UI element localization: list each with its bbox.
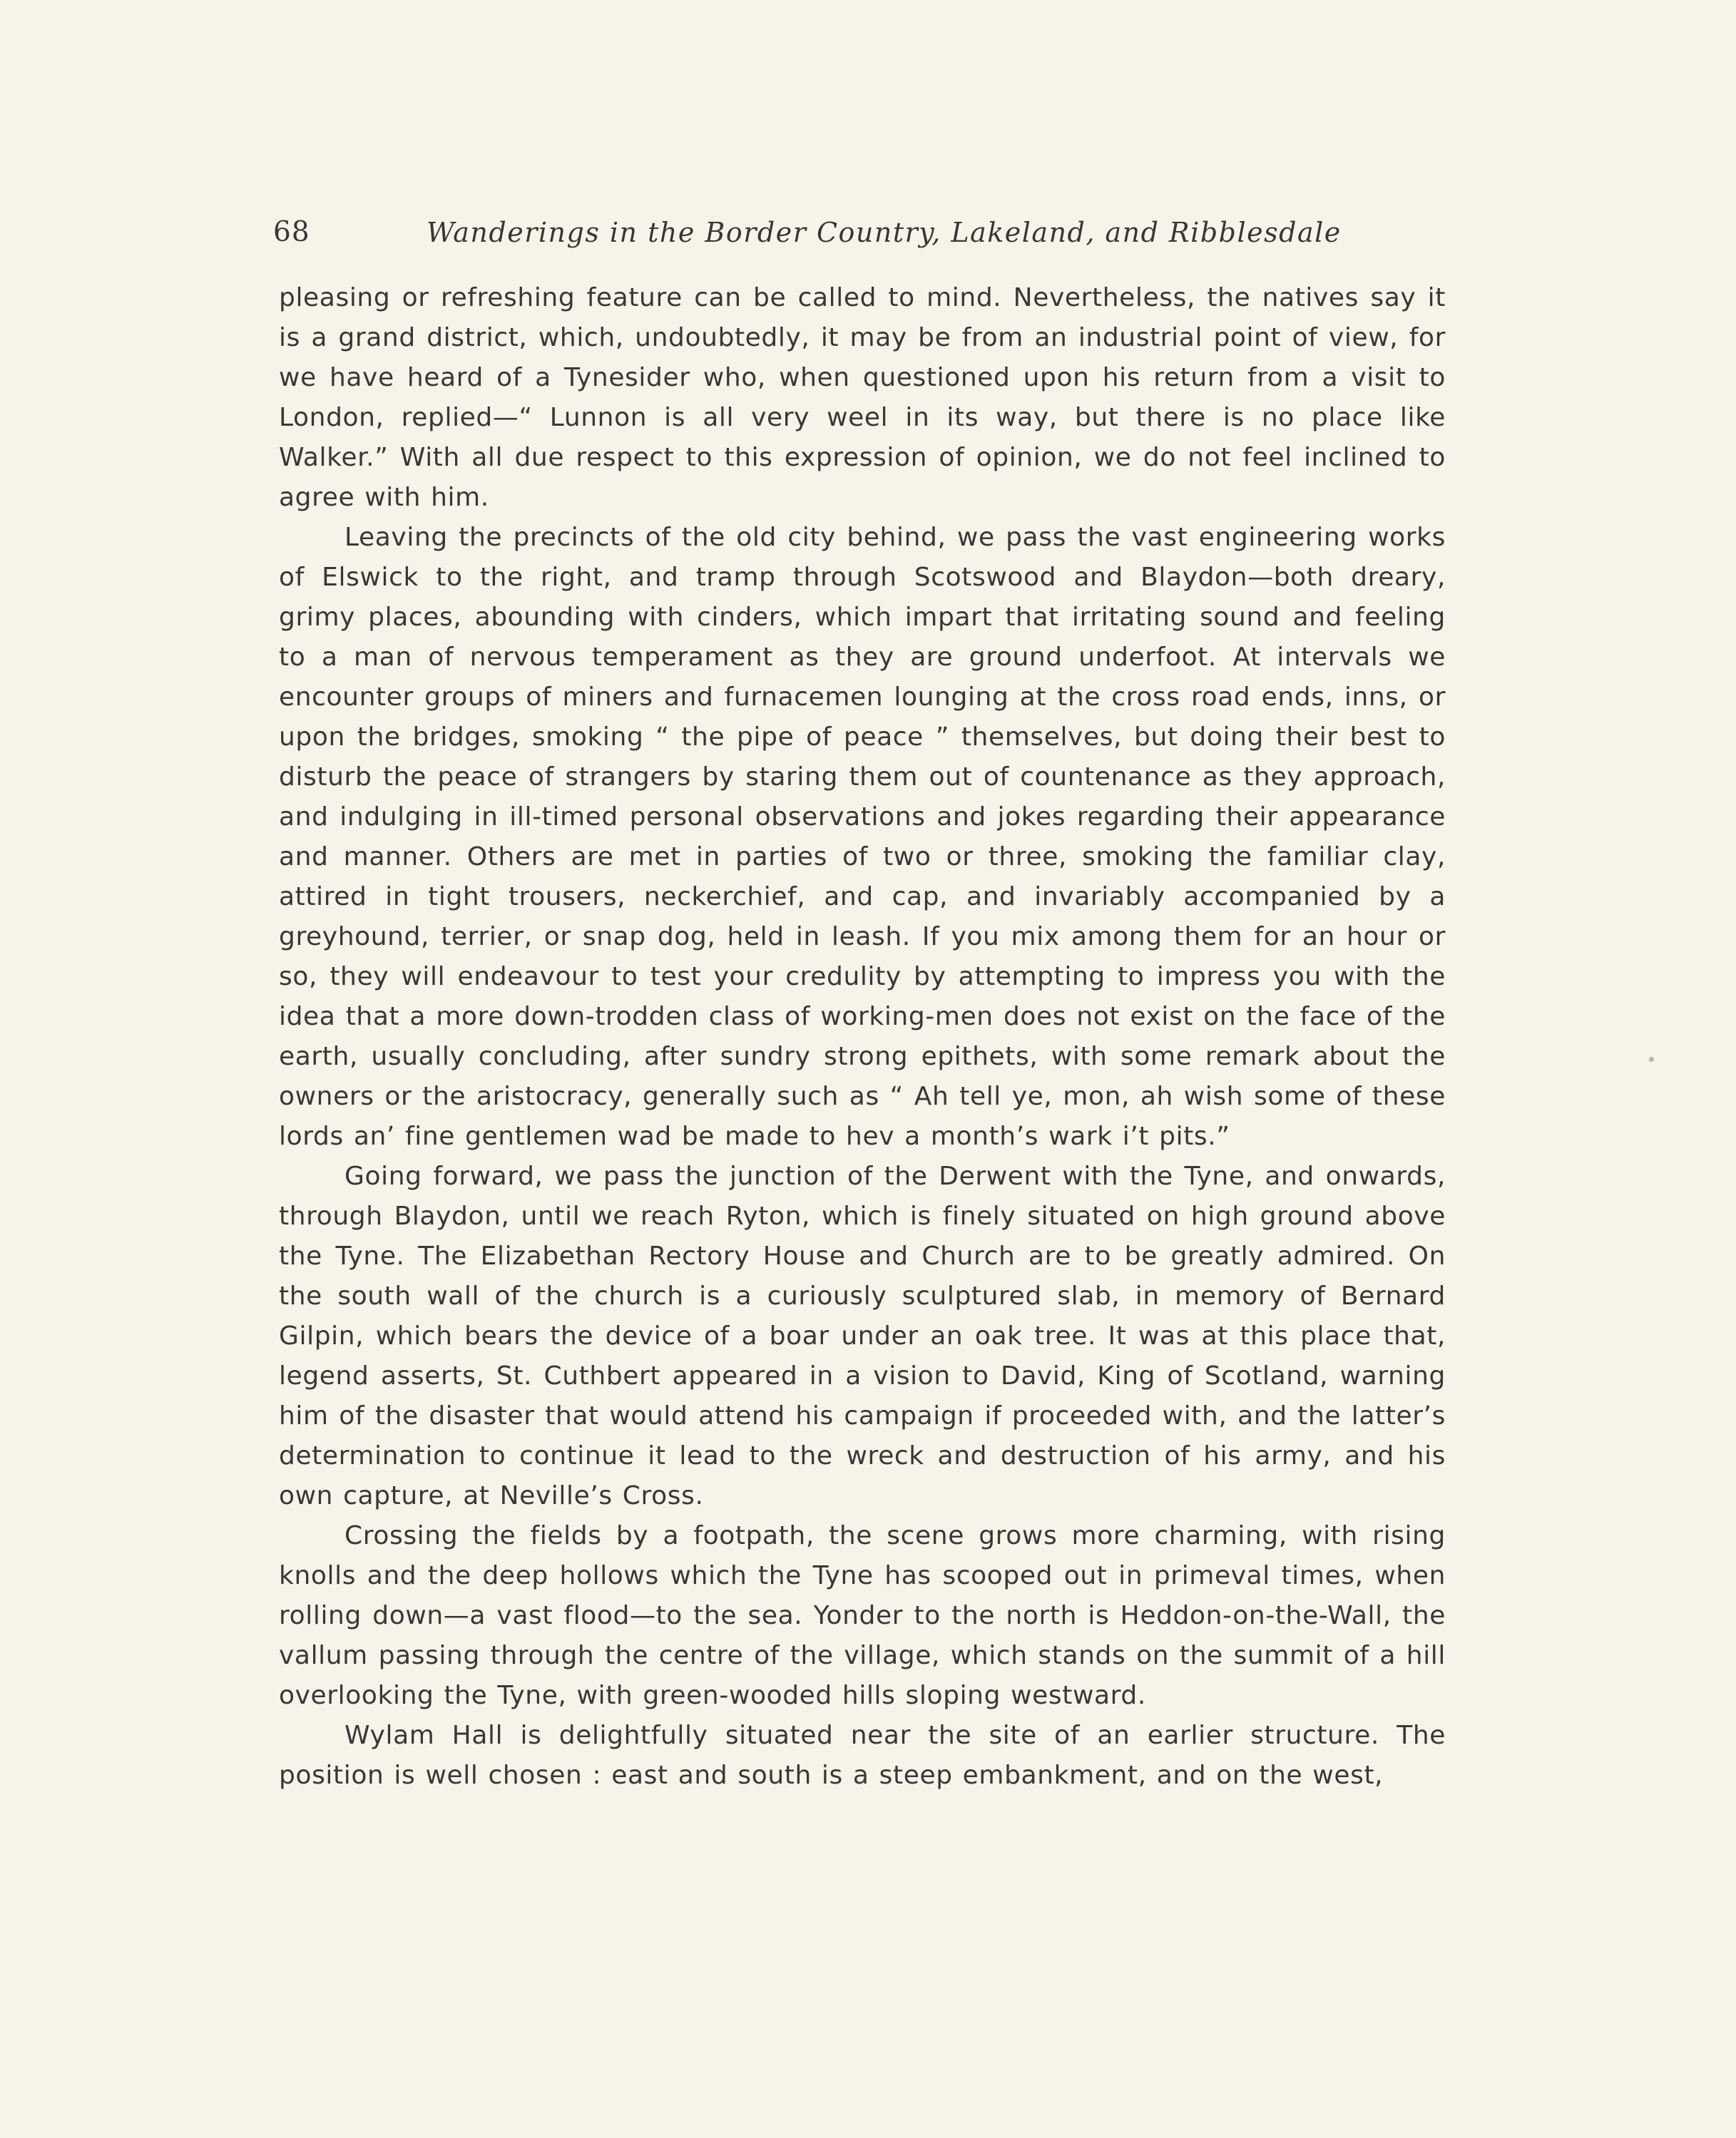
paper-speck <box>1649 1057 1654 1062</box>
paragraph-wylam-hall: Wylam Hall is delightfully situated near the site of an earlier structure. The position is well chosen : east and south is a steep embankment, and on the west, <box>279 1721 1446 1790</box>
running-head <box>273 211 1446 254</box>
body-text <box>279 278 1446 1796</box>
paragraph-heddon: Crossing the fields by a footpath, the scene grows more charming, with rising knolls and the deep hollows which the Tyne has scooped out in primeval times, when rolling down—a vast flood—to the sea. Yonder to the north is Heddon-on-the-Wall, the vallum passing through the centre of the village, which stands on the summit of a hill overlooking the Tyne, with green-wooded hills sloping westward. <box>279 1521 1446 1710</box>
running-title: Wanderings in the Border Country, Lakeland, and Ribblesdale <box>427 217 1342 248</box>
page-number: 68 <box>273 216 310 248</box>
paragraph-continued: pleasing or refreshing feature can be called to mind. Nevertheless, the natives say it is a grand district, which, undoubtedly, it may be from an industrial point of view, for we have heard of a Tynesider who, when questioned upon his return from a visit to London, replied—“ Lunnon is all very weel in its way, but there is no place like Walker.” With all due respect to this expression of opinion, we do not feel inclined to agree with him. <box>279 283 1446 512</box>
paragraph-ryton: Going forward, we pass the junction of the Derwent with the Tyne, and onwards, through Blaydon, until we reach Ryton, which is finely situated on high ground above the Tyne. The Elizabethan Rectory House and Church are to be greatly admired. On the south wall of the church is a curiously sculptured slab, in memory of Bernard Gilpin, which bears the device of a boar under an oak tree. It was at this place that, legend asserts, St. Cuthbert appeared in a vision to David, King of Scotland, warning him of the disaster that would attend his campaign if proceeded with, and the latter’s determination to continue it lead to the wreck and destruction of his army, and his own capture, at Neville’s Cross. <box>279 1162 1446 1510</box>
paragraph-elswick: Leaving the precincts of the old city behind, we pass the vast engineering works of Elswick to the right, and tramp through Scotswood and Blaydon—both dreary, grimy places, abounding with cinders, which impart that irritating sound and feeling to a man of nervous temperament as they are ground underfoot. At intervals we encounter groups of miners and furnacemen lounging at the cross road ends, inns, or upon the bridges, smoking “ the pipe of peace ” themselves, but doing their best to disturb the peace of strangers by staring them out of countenance as they approach, and indulging in ill-timed personal observations and jokes regarding their appearance and manner. Others are met in parties of two or three, smoking the familiar clay, attired in tight trousers, neckerchief, and cap, and invariably accompanied by a greyhound, terrier, or snap dog, held in leash. If you mix among them for an hour or so, they will endeavour to test your credulity by attempting to impress you with the idea that a more down-trodden class of working-men does not exist on the face of the earth, usually concluding, after sundry strong epithets, with some remark about the owners or the aristocracy, generally such as “ Ah tell ye, mon, ah wish some of these lords an’ fine gentlemen wad be made to hev a month’s wark i’t pits.” <box>279 523 1446 1151</box>
